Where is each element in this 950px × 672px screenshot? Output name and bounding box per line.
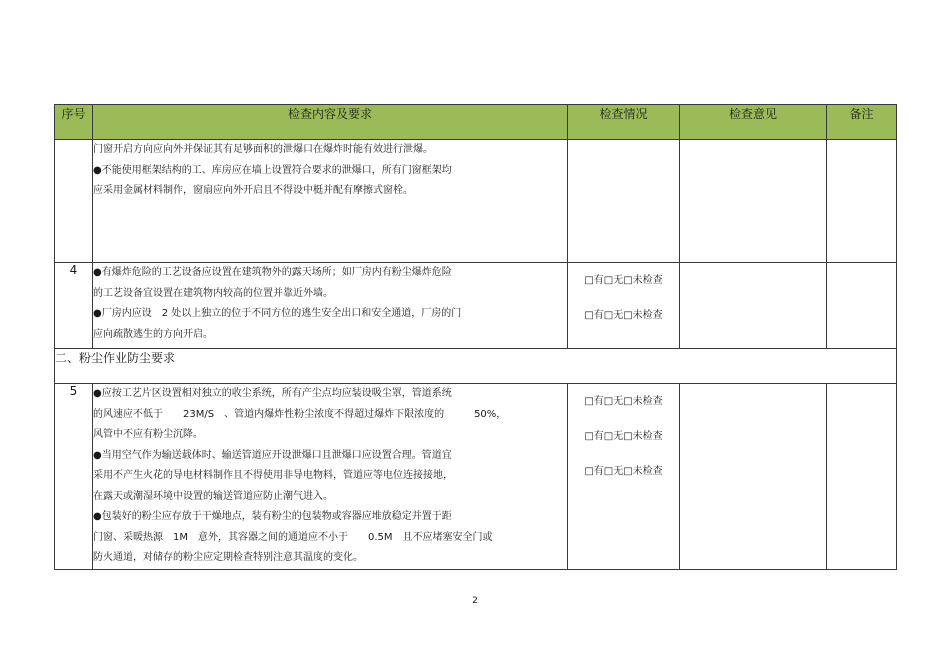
opinion-cell[interactable]	[680, 140, 827, 263]
content-line: 防火通道，对储存的粉尘应定期检查特别注意其温度的变化。	[93, 552, 363, 563]
opinion-cell[interactable]	[680, 263, 827, 349]
content-line: ●当用空气作为输送载体时、输送管道应开设泄爆口且泄爆口应设置合理。管道宜	[93, 449, 452, 461]
section-title: 二、粉尘作业防尘要求	[55, 349, 897, 384]
remarks-cell[interactable]	[827, 140, 897, 263]
content-line: 的工艺设备宜设置在建筑物内较高的位置并靠近外墙。	[93, 287, 333, 299]
section-row	[55, 349, 897, 384]
remarks-cell[interactable]	[827, 384, 897, 570]
status-checkbox-group[interactable]: □有□无□未检查	[584, 275, 663, 286]
table-header-row	[55, 105, 897, 140]
content-line: 门窗、采暖热源 1M 意外，其容器之间的通道应不小于 0.5M 且不应堵塞安全门或	[93, 531, 493, 543]
row-number: 4	[55, 263, 93, 349]
row-content	[93, 263, 568, 349]
content-line: ●有爆炸危险的工艺设备应设置在建筑物外的露天场所；如厂房内有粉尘爆炸危险	[93, 267, 452, 278]
table-row	[55, 140, 897, 263]
status-checkbox-group[interactable]: □有□无□未检查	[584, 396, 663, 407]
table-row	[55, 384, 897, 570]
content-line: ●不能使用框架结构的工、库房应在墙上设置符合要求的泄爆口，所有门窗框架均	[93, 164, 452, 176]
content-line: 门窗开启方向应向外并保证其有足够面积的泄爆口在爆炸时能有效进行泄爆。	[93, 144, 433, 155]
row-content	[93, 140, 568, 263]
row-number	[55, 140, 93, 263]
status-cell	[568, 263, 680, 349]
remarks-cell[interactable]	[827, 263, 897, 349]
content-line: ●厂房内应设 2 处以上独立的位于不同方位的逃生安全出口和安全通道，厂房的门	[93, 308, 462, 319]
status-cell	[568, 140, 680, 263]
content-line: 在露天或潮湿环境中设置的输送管道应防止潮气进入。	[93, 490, 333, 502]
content-line: 的风速应不低于 23M/S 、管道内爆炸性粉尘浓度不得超过爆炸下限浓度的 50%，	[93, 408, 507, 420]
content-line: 应向疏散逃生的方向开启。	[93, 328, 213, 340]
content-line: ●包装好的粉尘应存放于干燥地点，装有粉尘的包装物或容器应堆放稳定并置于距	[93, 511, 452, 522]
row-content	[93, 384, 568, 570]
opinion-cell[interactable]	[680, 384, 827, 570]
header-check-status: 检查情况	[568, 105, 680, 140]
content-line: 应采用金属材料制作，窗扇应向外开启且不得设中梃并配有摩擦式窗栓。	[93, 185, 413, 196]
row-number: 5	[55, 384, 93, 570]
header-remarks: 备注	[827, 105, 897, 140]
status-checkbox-group[interactable]: □有□无□未检查	[584, 310, 663, 321]
status-checkbox-group[interactable]: □有□无□未检查	[584, 466, 663, 477]
page-number: 2	[472, 596, 478, 606]
content-line: 采用不产生火花的导电材料制作且不得使用非导电物料，管道应等电位连接接地，	[93, 470, 453, 481]
header-check-content: 检查内容及要求	[93, 105, 568, 140]
table-row	[55, 263, 897, 349]
header-check-opinion: 检查意见	[680, 105, 827, 140]
content-line: 风管中不应有粉尘沉降。	[93, 429, 203, 440]
header-serial-number: 序号	[55, 105, 93, 140]
inspection-table	[54, 104, 897, 570]
content-line: ●应按工艺片区设置相对独立的收尘系统，所有产尘点均应装设吸尘罩，管道系统	[93, 388, 452, 399]
status-cell	[568, 384, 680, 570]
status-checkbox-group[interactable]: □有□无□未检查	[584, 431, 663, 442]
